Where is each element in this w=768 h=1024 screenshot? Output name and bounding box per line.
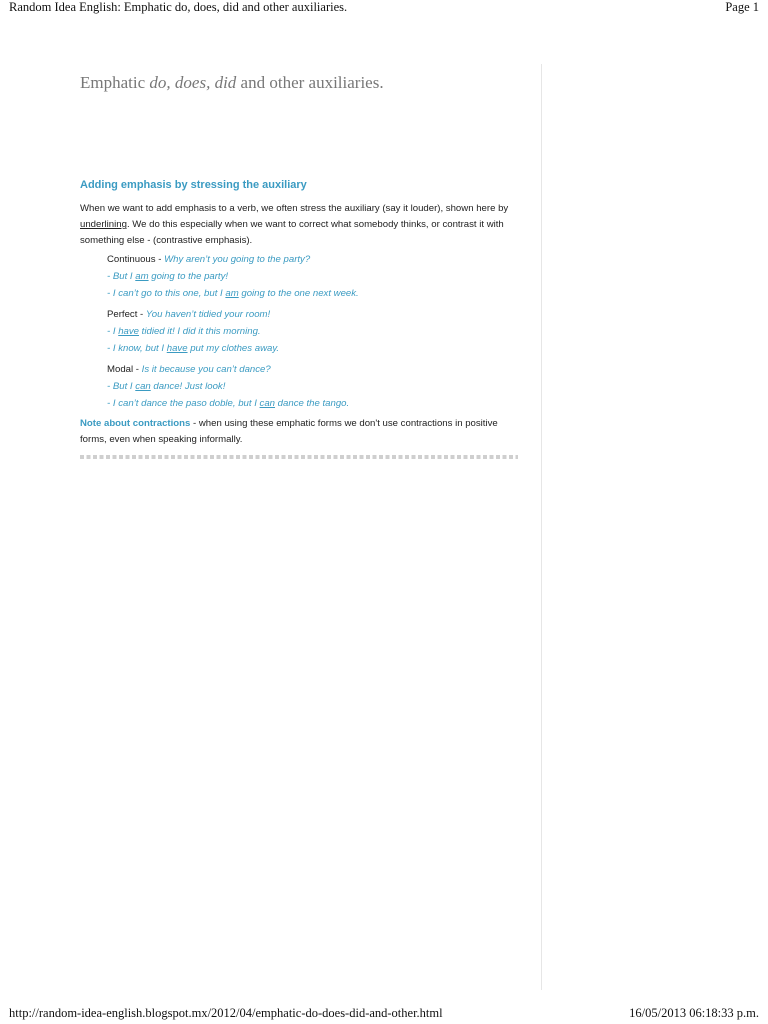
example-modal-answer-1	[107, 378, 525, 395]
example-text: - I know, but I	[107, 343, 167, 354]
example-continuous-question-line	[107, 251, 525, 268]
example-perfect-question: You haven’t tidied your room!	[145, 309, 271, 320]
example-text: going to the party!	[148, 271, 229, 282]
example-modal-label: Modal -	[107, 364, 142, 375]
example-modal	[107, 361, 525, 412]
example-text: - But I	[107, 271, 136, 282]
print-header-page-number: Page 1	[725, 0, 759, 14]
example-perfect-answer-1	[107, 323, 525, 340]
example-modal-question: Is it because you can’t dance?	[141, 364, 271, 375]
example-continuous-answer-2	[107, 285, 525, 302]
example-continuous	[107, 251, 525, 302]
stressed-auxiliary: have	[166, 343, 188, 354]
stressed-auxiliary: can	[259, 398, 276, 409]
stressed-auxiliary: can	[135, 381, 151, 392]
example-text: - But I	[107, 381, 136, 392]
print-footer-url: http://random-idea-english.blogspot.mx/2012/04/emphatic-do-does-did-and-other.html	[9, 1006, 443, 1020]
intro-part1: When we want to add emphasis to a verb, we often stress the auxiliary (say it louder), shown here by	[80, 203, 509, 214]
stressed-auxiliary: am	[225, 288, 239, 299]
intro-paragraph	[80, 201, 525, 249]
post-title	[80, 72, 525, 94]
example-continuous-label: Continuous -	[107, 254, 165, 265]
contractions-note-text: - when using these emphatic forms we don't use contractions in positive forms, even when speaking informally.	[80, 418, 498, 445]
print-header-title: Random Idea English: Emphatic do, does, did and other auxiliaries.	[9, 0, 348, 14]
blog-post	[80, 72, 525, 459]
contractions-note	[80, 416, 525, 447]
example-continuous-answer-1	[107, 268, 525, 285]
example-modal-question-line	[107, 361, 525, 378]
sidebar-divider	[541, 64, 542, 990]
intro-underlined-word: underlining	[80, 219, 127, 230]
example-text: - I	[107, 326, 119, 337]
example-modal-answer-2	[107, 395, 525, 412]
post-title-italic: do, does, did	[149, 73, 237, 92]
stressed-auxiliary: am	[135, 271, 149, 282]
print-footer	[0, 1006, 768, 1024]
example-perfect-question-line	[107, 306, 525, 323]
example-text: - I can’t dance the paso doble, but I	[107, 398, 260, 409]
post-title-prefix: Emphatic	[80, 73, 150, 92]
intro-part2: . We do this especially when we want to correct what somebody thinks, or contrast it with something else - (contrastive emphasis).	[80, 219, 504, 246]
example-text: tidied it! I did it this morning.	[139, 326, 261, 337]
example-text: dance! Just look!	[150, 381, 226, 392]
dotted-separator	[80, 455, 518, 459]
section-heading: Adding emphasis by stressing the auxiliary	[80, 179, 307, 191]
contractions-note-label: Note about contractions	[80, 418, 191, 429]
example-text: dance the tango.	[275, 398, 350, 409]
example-text: put my clothes away.	[187, 343, 280, 354]
print-header	[0, 0, 768, 20]
example-perfect-answer-2	[107, 340, 525, 357]
post-title-suffix: and other auxiliaries.	[236, 73, 384, 92]
examples-list	[107, 251, 525, 412]
stressed-auxiliary: have	[118, 326, 140, 337]
example-perfect	[107, 306, 525, 357]
print-footer-timestamp: 16/05/2013 06:18:33 p.m.	[629, 1006, 759, 1020]
example-perfect-label: Perfect -	[107, 309, 146, 320]
example-text: - I can’t go to this one, but I	[107, 288, 226, 299]
example-continuous-question: Why aren’t you going to the party?	[164, 254, 311, 265]
example-text: going to the one next week.	[238, 288, 359, 299]
